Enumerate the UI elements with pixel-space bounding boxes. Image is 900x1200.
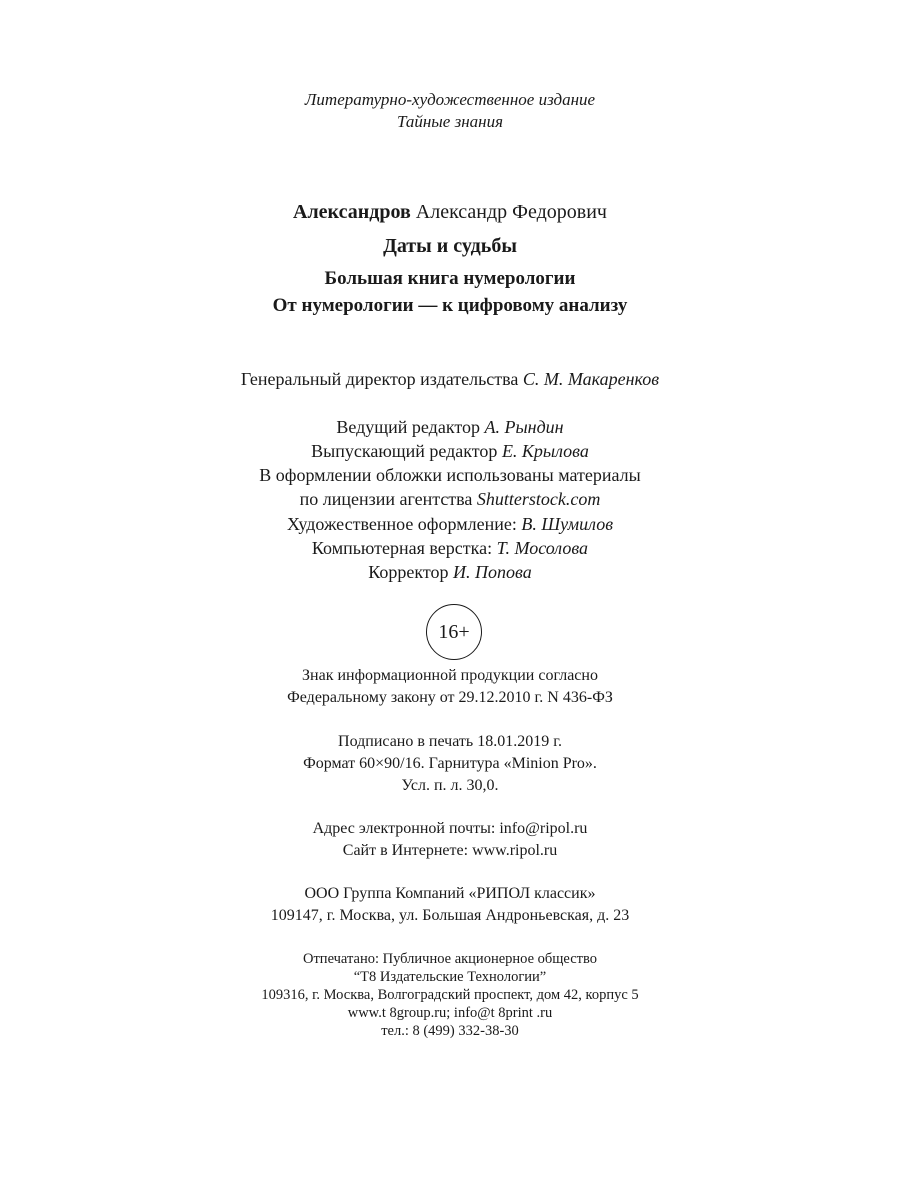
lead-editor-label: Ведущий редактор	[336, 417, 480, 437]
book-subtitle-2: От нумерологии — к цифровому анализу	[272, 295, 628, 316]
cover-credit-line-2	[0, 489, 900, 510]
website-line: Сайт в Интернете: www.ripol.ru	[342, 842, 558, 859]
age-rating-badge: 16+	[426, 604, 482, 660]
release-editor-name: Е. Крылова	[501, 441, 589, 461]
print-line-1: Подписано в печать 18.01.2019 г.	[338, 733, 562, 750]
lead-editor-line	[0, 417, 900, 438]
publisher-line-2: 109147, г. Москва, ул. Большая Андроньевская, д. 23	[270, 907, 630, 924]
layout-line	[0, 538, 900, 559]
email-line: Адрес электронной почты: info@ripol.ru	[312, 820, 588, 837]
printer-line-5: тел.: 8 (499) 332-38-30	[381, 1023, 519, 1039]
corrector-label: Корректор	[368, 562, 449, 582]
book-title: Даты и судьбы	[383, 235, 517, 257]
series-line: Тайные знания	[397, 112, 503, 131]
art-design-line	[0, 514, 900, 535]
genre-line: Литературно-художественное издание	[304, 90, 596, 109]
layout-label: Компьютерная верстка:	[311, 538, 493, 558]
author-given-name: Александр Федорович	[415, 201, 607, 223]
release-editor-label: Выпускающий редактор	[311, 441, 498, 461]
printer-line-3: 109316, г. Москва, Волгоградский проспект, дом 42, корпус 5	[261, 987, 639, 1003]
layout-name: Т. Мосолова	[496, 538, 589, 558]
print-line-3: Усл. п. л. 30,0.	[401, 777, 499, 794]
corrector-line	[0, 562, 900, 583]
release-editor-line	[0, 441, 900, 462]
print-line-2: Формат 60×90/16. Гарнитура «Minion Pro».	[303, 755, 597, 772]
law-line-1: Знак информационной продукции согласно	[302, 667, 598, 684]
book-subtitle-1: Большая книга нумерологии	[324, 268, 576, 289]
cover-credit-label: по лицензии агентства	[299, 489, 473, 509]
author-line	[0, 201, 900, 224]
corrector-name: И. Попова	[453, 562, 532, 582]
author-surname: Александров	[293, 201, 411, 223]
printer-line-2: “Т8 Издательские Технологии”	[353, 969, 547, 985]
art-design-name: В. Шумилов	[521, 514, 614, 534]
law-line-2: Федеральному закону от 29.12.2010 г. N 436-ФЗ	[287, 689, 613, 706]
director-line	[0, 369, 900, 390]
publisher-line-1: ООО Группа Компаний «РИПОЛ классик»	[304, 885, 596, 902]
printer-line-4: www.t 8group.ru; info@t 8print .ru	[347, 1005, 553, 1021]
director-label: Генеральный директор издательства	[240, 369, 519, 389]
director-name: С. М. Макаренков	[522, 369, 660, 389]
art-design-label: Художественное оформление:	[286, 514, 517, 534]
cover-credit-line-1: В оформлении обложки использованы материалы	[259, 465, 641, 485]
printer-line-1: Отпечатано: Публичное акционерное общество	[303, 951, 597, 967]
lead-editor-name: А. Рындин	[484, 417, 564, 437]
cover-credit-agency: Shutterstock.com	[476, 489, 601, 509]
